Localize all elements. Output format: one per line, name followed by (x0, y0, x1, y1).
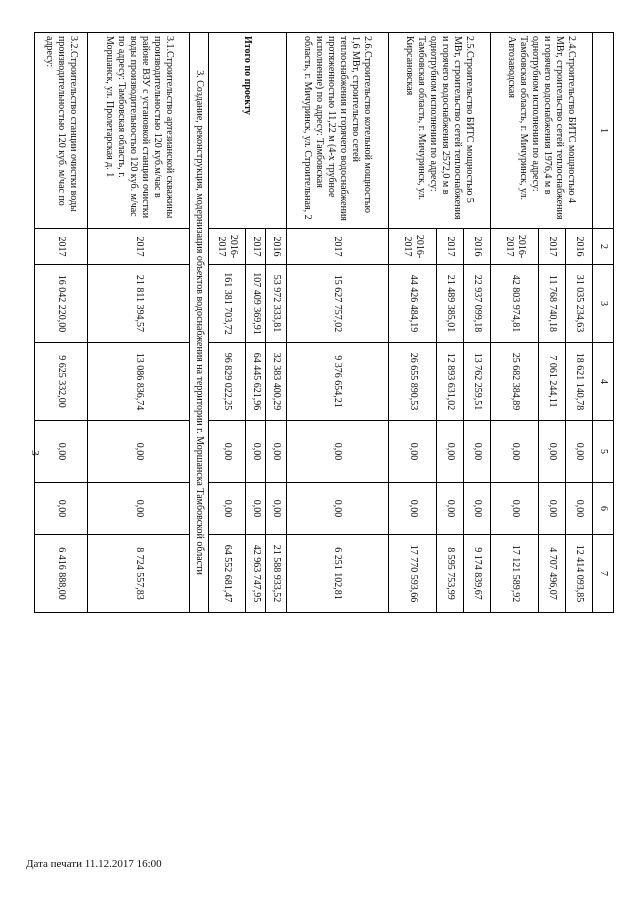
table-row (35, 33, 88, 613)
value-cell: 44 426 484,19 (388, 265, 436, 343)
value-cell: 26 655 890,53 (388, 343, 436, 421)
value-cell: 15 627 757,02 (286, 265, 388, 343)
column-header: 4 (593, 343, 614, 421)
value-cell: 6 251 102,81 (286, 535, 388, 613)
value-cell: 32 383 400,29 (266, 343, 286, 421)
value-cell: 0,00 (490, 421, 538, 483)
value-cell: 42 803 974,81 (490, 265, 538, 343)
value-cell: 13 762 259,51 (464, 343, 491, 421)
value-cell: 161 381 703,72 (209, 265, 246, 343)
column-header: 3 (593, 265, 614, 343)
value-cell: 6 416 888,00 (35, 535, 88, 613)
year-cell: 2017 (437, 229, 464, 265)
value-cell: 53 972 333,81 (266, 265, 286, 343)
header-row (593, 33, 614, 613)
value-cell: 0,00 (437, 483, 464, 535)
value-cell: 0,00 (35, 483, 88, 535)
value-cell: 0,00 (388, 483, 436, 535)
page-number: 3 (29, 450, 41, 456)
value-cell: 96 829 022,25 (209, 343, 246, 421)
value-cell: 64 552 681,47 (209, 535, 246, 613)
value-cell: 0,00 (286, 483, 388, 535)
value-cell: 0,00 (266, 421, 286, 483)
value-cell: 7 061 244,11 (539, 343, 566, 421)
value-cell: 0,00 (266, 483, 286, 535)
value-cell: 21 588 933,52 (266, 535, 286, 613)
value-cell: 9 376 654,21 (286, 343, 388, 421)
value-cell: 0,00 (209, 483, 246, 535)
year-cell: 2017 (35, 229, 88, 265)
section-row (190, 33, 209, 613)
item-description: 2.5.Строительство БИТС мощностью 5 МВт, строительство сетей теплоснабжения и горячего водоснабжения 2572,0 м в однотрубном исполнении по адресу: Тамбовская область, г. Мичуринск, ул. Кирсановская (388, 33, 490, 229)
value-cell: 31 035 234,63 (566, 265, 593, 343)
year-cell: 2017 (539, 229, 566, 265)
budget-table (34, 32, 614, 613)
value-cell: 0,00 (539, 483, 566, 535)
value-cell: 0,00 (464, 421, 491, 483)
column-header: 1 (593, 33, 614, 229)
value-cell: 0,00 (245, 483, 265, 535)
year-cell: 2016 (266, 229, 286, 265)
item-description: 2.4.Строительство БИТС мощностью 4 МВт, строительство сетей теплоснабжения и горячего водоснабжения 1976,4 м в однотрубном исполнении по адресу: Тамбовская область, г. Мичуринск, ул. Автозаводская (490, 33, 592, 229)
value-cell: 0,00 (566, 483, 593, 535)
value-cell: 22 937 099,18 (464, 265, 491, 343)
value-cell: 25 682 384,89 (490, 343, 538, 421)
year-cell: 2016 (464, 229, 491, 265)
column-header: 2 (593, 229, 614, 265)
year-cell: 2016-2017 (209, 229, 246, 265)
year-cell: 2016-2017 (490, 229, 538, 265)
value-cell: 0,00 (209, 421, 246, 483)
value-cell: 0,00 (566, 421, 593, 483)
value-cell: 107 409 369,91 (245, 265, 265, 343)
value-cell: 0,00 (245, 421, 265, 483)
value-cell: 16 042 220,00 (35, 265, 88, 343)
table-row (566, 33, 593, 613)
year-cell: 2017 (245, 229, 265, 265)
column-header: 7 (593, 535, 614, 613)
value-cell: 64 445 621,96 (245, 343, 265, 421)
item-description: 3.2.Строительство станции очистки воды производительностью 120 куб. м/час по адресу: (35, 33, 88, 229)
value-cell: 0,00 (490, 483, 538, 535)
value-cell: 0,00 (464, 483, 491, 535)
value-cell: 4 707 496,07 (539, 535, 566, 613)
value-cell: 9 625 332,00 (35, 343, 88, 421)
value-cell: 12 414 093,85 (566, 535, 593, 613)
value-cell: 0,00 (539, 421, 566, 483)
value-cell: 42 963 747,95 (245, 535, 265, 613)
value-cell: 9 174 839,67 (464, 535, 491, 613)
year-cell: 2016 (566, 229, 593, 265)
table-row (266, 33, 286, 613)
table-row (464, 33, 491, 613)
year-cell: 2016-2017 (388, 229, 436, 265)
value-cell: 18 621 140,78 (566, 343, 593, 421)
value-cell: 17 121 589,92 (490, 535, 538, 613)
value-cell: 0,00 (388, 421, 436, 483)
value-cell: 17 770 593,66 (388, 535, 436, 613)
value-cell: 21 811 394,57 (88, 265, 190, 343)
value-cell: 0,00 (286, 421, 388, 483)
value-cell: 0,00 (88, 483, 190, 535)
value-cell: 8 595 753,99 (437, 535, 464, 613)
table-row (88, 33, 190, 613)
value-cell: 8 724 557,83 (88, 535, 190, 613)
value-cell: 21 489 385,01 (437, 265, 464, 343)
value-cell: 11 768 740,18 (539, 265, 566, 343)
value-cell: 13 086 836,74 (88, 343, 190, 421)
rotated-table-container (34, 32, 614, 612)
total-label: Итого по проекту (209, 33, 287, 229)
value-cell: 12 893 631,02 (437, 343, 464, 421)
print-date: Дата печати 11.12.2017 16:00 (26, 858, 162, 870)
value-cell: 0,00 (88, 421, 190, 483)
value-cell: 0,00 (437, 421, 464, 483)
year-cell: 2017 (286, 229, 388, 265)
item-description: 2.6.Строительство котельной мощностью 1,6 МВт, строительство сетей теплоснабжения и горячего водоснабжения протяженностью 11,22 м (4-х трубное исполнение) по адресу: Тамбовская область, г. Мичуринск, ул. Строительная, 2 (286, 33, 388, 229)
table-row (286, 33, 388, 613)
column-header: 6 (593, 483, 614, 535)
section-title: 3. Создание, реконструкция, модернизация объектов водоснабжения на территории г. Моршанска Тамбовской области (190, 33, 209, 613)
year-cell: 2017 (88, 229, 190, 265)
column-header: 5 (593, 421, 614, 483)
value-cell: 0,00 (35, 421, 88, 483)
item-description: 3.1.Строительство артезианской скважины производительностью 120 куб.м/час в районе ВЗУ с установкой станции очистки воды производительностью 120 куб. м/час по адресу: Тамбовская область, г. Моршанск, ул. Пролетарская д. 1 (88, 33, 190, 229)
